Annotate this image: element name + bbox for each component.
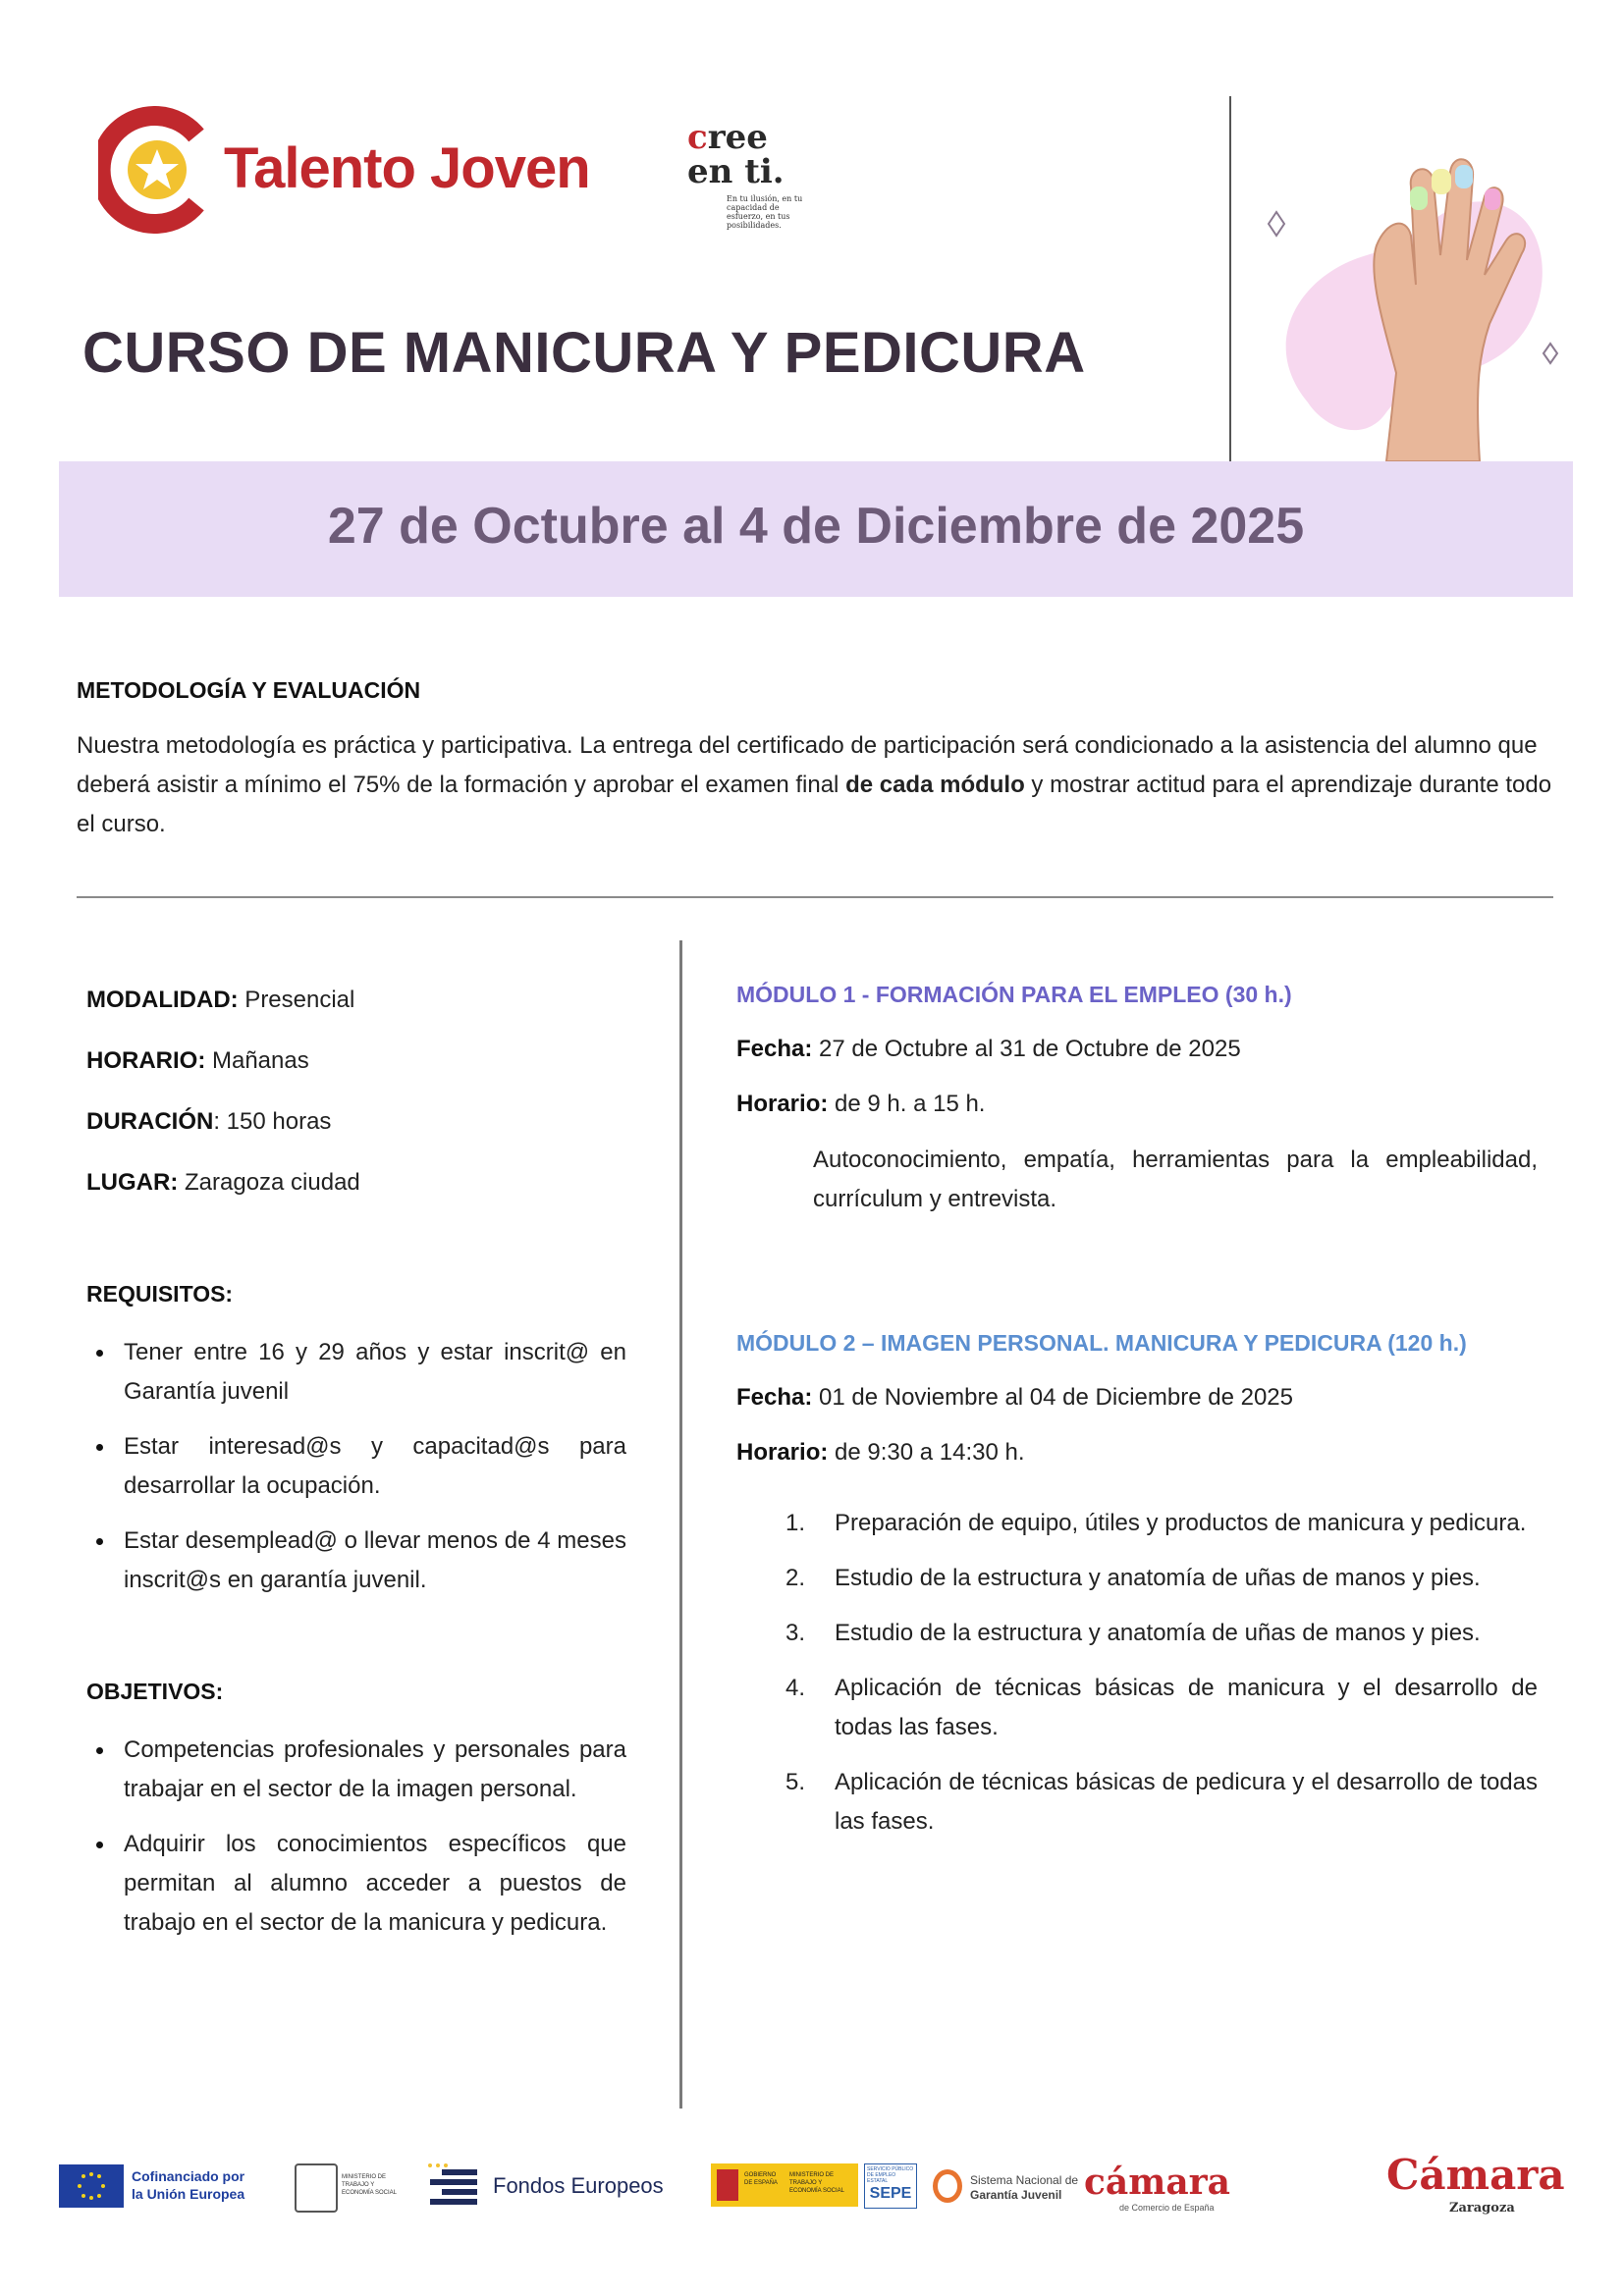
sepe-text: SEPE xyxy=(869,2185,912,2202)
list-item xyxy=(86,1522,626,1600)
modulo2-horario-label: Horario: xyxy=(736,1439,829,1466)
modalidad-value: Presencial xyxy=(238,987,355,1013)
modalidad-field xyxy=(86,987,354,1014)
list-item xyxy=(86,1333,626,1412)
duracion-field xyxy=(86,1108,331,1136)
objetivos-list xyxy=(86,1731,626,1958)
column-divider xyxy=(679,940,682,2109)
bullet-icon xyxy=(96,1538,103,1545)
fondos-europeos-text: Fondos Europeos xyxy=(493,2173,664,2198)
talento-joven-logo xyxy=(98,106,216,234)
gobierno-espana-logo xyxy=(711,2163,858,2207)
list-item-text: Estudio de la estructura y anatomía de uñas de manos y pies. xyxy=(835,1620,1481,1646)
talento-joven-wordmark: Talento Joven xyxy=(224,136,590,200)
page-title: CURSO DE MANICURA Y PEDICURA xyxy=(82,321,1086,385)
duracion-value: : 150 horas xyxy=(213,1108,332,1135)
list-item xyxy=(86,1731,626,1809)
list-item-text: Tener entre 16 y 29 años y estar inscrit@ en Garantía juvenil xyxy=(124,1339,626,1405)
list-item-text: Competencias profesionales y personales para trabajar en el sector de la imagen personal. xyxy=(124,1736,626,1802)
modulo1-fecha-label: Fecha: xyxy=(736,1036,813,1062)
eu-line1: Cofinanciado por xyxy=(132,2168,245,2184)
sepe-small-text: SERVICIO PÚBLICO DE EMPLEO ESTATAL xyxy=(867,2166,914,2184)
eu-line2: la Unión Europea xyxy=(132,2186,245,2202)
modulo1-fecha-value: 27 de Octubre al 31 de Octubre de 2025 xyxy=(812,1036,1241,1062)
section-divider xyxy=(77,896,1553,898)
list-item-number: 2. xyxy=(785,1565,806,1591)
methodology-heading: METODOLOGÍA Y EVALUACIÓN xyxy=(77,677,421,703)
list-item xyxy=(86,1825,626,1943)
camara-zaragoza-logo: Cámara xyxy=(1386,2151,1565,2199)
bullet-icon xyxy=(96,1747,103,1754)
list-item xyxy=(736,1504,1538,1543)
methodology-text-bold: de cada módulo xyxy=(845,772,1025,798)
list-item-number: 1. xyxy=(785,1510,806,1536)
lugar-field xyxy=(86,1169,360,1197)
sngj-line2: Garantía Juvenil xyxy=(970,2188,1062,2202)
horario-label: HORARIO: xyxy=(86,1047,206,1074)
bullet-icon xyxy=(96,1444,103,1451)
list-item xyxy=(736,1614,1538,1653)
cree-logo-line2: en ti. xyxy=(687,152,785,191)
methodology-text-part1: Nuestra metodología es práctica y participativa. La entrega del certificado de participación será condicionado a la asistencia del alumno que deberá asistir a mínimo el 75% de la formación y aprobar el examen final xyxy=(77,732,1538,798)
lugar-label: LUGAR: xyxy=(86,1169,179,1196)
horario-field xyxy=(86,1047,309,1075)
horario-value: Mañanas xyxy=(205,1047,309,1074)
modulo1-horario xyxy=(736,1091,985,1118)
fondos-europeos-icon xyxy=(426,2162,483,2209)
list-item-text: Estudio de la estructura y anatomía de uñas de manos y pies. xyxy=(835,1565,1481,1591)
eu-cofinanciado-text xyxy=(132,2167,244,2203)
modulo1-content: Autoconocimiento, empatía, herramientas para la empleabilidad, currículum y entrevista. xyxy=(813,1147,1538,1212)
modulo1-horario-value: de 9 h. a 15 h. xyxy=(828,1091,986,1117)
list-item xyxy=(736,1559,1538,1598)
modulo2-title: MÓDULO 2 – IMAGEN PERSONAL. MANICURA Y PEDICURA (120 h.) xyxy=(736,1330,1467,1356)
camara-espana-logo: cámara xyxy=(1084,2162,1230,2203)
garantia-juvenil-text xyxy=(970,2173,1078,2203)
sepe-logo xyxy=(864,2163,917,2209)
modulo1-fecha xyxy=(736,1036,1241,1063)
list-item xyxy=(736,1669,1538,1747)
gobierno-text: GOBIERNO DE ESPAÑA xyxy=(744,2172,778,2186)
list-item-text: Preparación de equipo, útiles y productos de manicura y pedicura. xyxy=(835,1510,1527,1536)
sngj-line1: Sistema Nacional de xyxy=(970,2173,1079,2187)
header-divider xyxy=(1229,96,1231,461)
modulo2-list xyxy=(736,1504,1538,1857)
duracion-label: DURACIÓN xyxy=(86,1108,214,1135)
spain-coat-of-arms-icon xyxy=(295,2163,338,2213)
list-item-text: Estar interesad@s y capacitad@s para desarrollar la ocupación. xyxy=(124,1433,626,1499)
garantia-juvenil-icon xyxy=(933,2169,962,2203)
list-item-number: 5. xyxy=(785,1769,806,1795)
ministerio-text: MINISTERIO DE TRABAJO Y ECONOMÍA SOCIAL xyxy=(342,2174,398,2196)
cree-en-ti-logo: cree en ti. En tu ilusión, en tu capacidad de esfuerzo, en tus posibilidades. xyxy=(687,120,795,230)
list-item-text: Estar desemplead@ o llevar menos de 4 meses inscrit@s en garantía juvenil. xyxy=(124,1527,626,1593)
modulo2-fecha xyxy=(736,1384,1293,1412)
modulo2-horario-value: de 9:30 a 14:30 h. xyxy=(828,1439,1025,1466)
bullet-icon xyxy=(96,1842,103,1848)
list-item-number: 4. xyxy=(785,1675,806,1701)
list-item xyxy=(736,1763,1538,1842)
modulo1-horario-label: Horario: xyxy=(736,1091,829,1117)
methodology-text xyxy=(77,726,1553,844)
cree-logo-tagline: En tu ilusión, en tu capacidad de esfuerzo, en tus posibilidades. xyxy=(727,194,803,230)
manicured-hand-illustration xyxy=(1239,128,1573,461)
methodology-text-part2: y mostrar actitud para el aprendizaje durante todo el curso. xyxy=(77,772,1552,837)
modulo2-horario xyxy=(736,1439,1025,1467)
bullet-icon xyxy=(96,1350,103,1357)
list-item-number: 3. xyxy=(785,1620,806,1646)
list-item xyxy=(86,1427,626,1506)
modulo2-fecha-value: 01 de Noviembre al 04 de Diciembre de 2025 xyxy=(812,1384,1293,1411)
modulo1-title: MÓDULO 1 - FORMACIÓN PARA EL EMPLEO (30 h.) xyxy=(736,982,1292,1007)
list-item-text: Adquirir los conocimientos específicos que permitan al alumno acceder a puestos de trabajo en el sector de la manicura y pedicura. xyxy=(124,1831,626,1936)
requisitos-heading: REQUISITOS: xyxy=(86,1281,234,1307)
camara-zaragoza-sub: Zaragoza xyxy=(1449,2201,1515,2216)
gobierno-ministerio-text: MINISTERIO DE TRABAJO Y ECONOMÍA SOCIAL xyxy=(789,2172,845,2194)
modulo2-fecha-label: Fecha: xyxy=(736,1384,813,1411)
camara-espana-sub: de Comercio de España xyxy=(1119,2203,1215,2213)
list-item-text: Aplicación de técnicas básicas de pedicura y el desarrollo de todas las fases. xyxy=(835,1769,1538,1835)
objetivos-heading: OBJETIVOS: xyxy=(86,1679,224,1704)
date-banner-text: 27 de Octubre al 4 de Diciembre de 2025 xyxy=(327,498,1305,555)
lugar-value: Zaragoza ciudad xyxy=(178,1169,360,1196)
requisitos-list xyxy=(86,1333,626,1616)
list-item-text: Aplicación de técnicas básicas de manicura y el desarrollo de todas las fases. xyxy=(835,1675,1538,1740)
modalidad-label: MODALIDAD: xyxy=(86,987,239,1013)
eu-flag-icon xyxy=(59,2164,124,2208)
